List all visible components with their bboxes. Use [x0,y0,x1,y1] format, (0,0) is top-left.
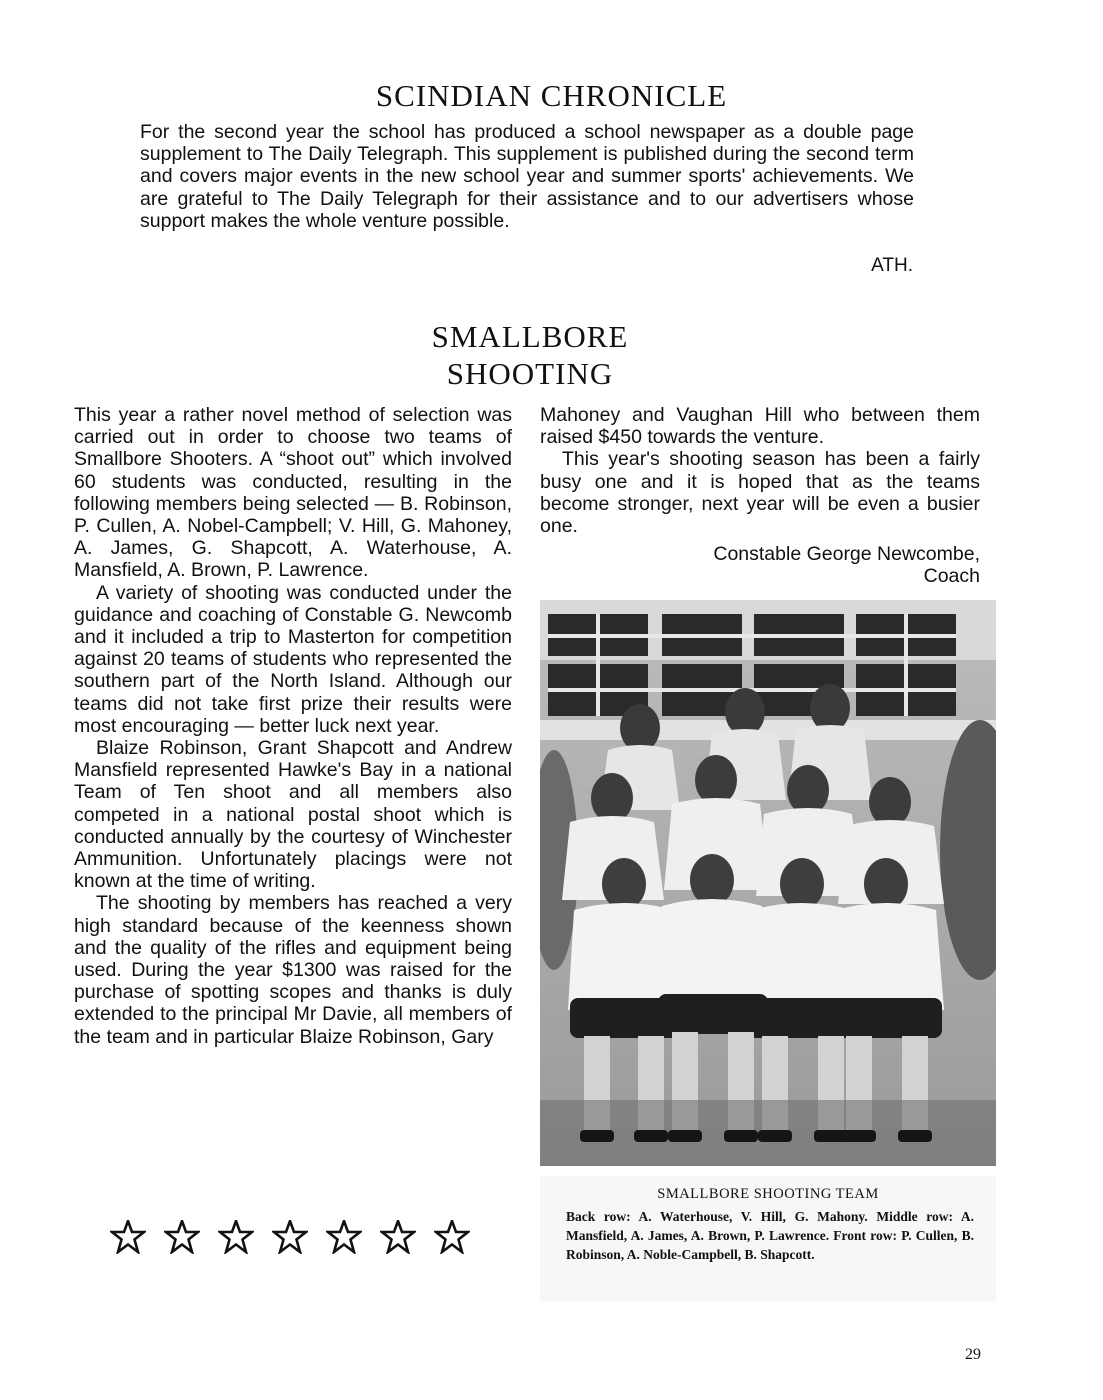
shooting-title-line2: SHOOTING [446,356,614,391]
article-right-column [540,404,980,587]
article-paragraph: This year's shooting season has been a fairly busy one and it is hoped that as the teams become stronger, next year will be even a busier one. [540,448,980,538]
article-paragraph: This year a rather novel method of selection was carried out in order to choose two teams of Smallbore Shooters. A “shoot out” which involved 60 students was conducted, resulting in the following members being selected — B. Robinson, P. Cullen, A. Nobel-Campbell; V. Hill, G. Mahoney, A. James, G. Shapcott, A. Waterhouse, A. Mansfield, A. Brown, P. Lawrence. [74,404,512,582]
caption-body: Back row: A. Waterhouse, V. Hill, G. Mahony. Middle row: A. Mansfield, A. James, A. Brown, P. Lawrence. Front row: P. Cullen, B. Robinson, A. Noble-Campbell, B. Shapcott. [566,1209,974,1262]
star-icon [326,1220,362,1254]
star-icon [434,1220,470,1254]
article-left-column [74,404,512,1048]
shooting-title [380,318,680,392]
star-icon [272,1220,308,1254]
coach-role: Coach [923,565,980,588]
star-icon [218,1220,254,1254]
article-paragraph: Mahoney and Vaughan Hill who between them raised $450 towards the venture. [540,404,980,449]
article-paragraph: The shooting by members has reached a very high standard because of the keenness shown and the quality of the rifles and equipment being used. During the year $1300 was raised for the purchase of spotting scopes and thanks is duly extended to the principal Mr Davie, all members of the team and in particular Blaize Robinson, Gary [74,892,512,1048]
caption-title: SMALLBORE SHOOTING TEAM [657,1186,879,1202]
article-paragraph: A variety of shooting was conducted under the guidance and coaching of Constable G. Newcomb and it included a trip to Masterton for competition against 20 teams of students who represented the southern part of the North Island. Although our teams did not take first prize their results were most encouraging — better luck next year. [74,581,512,737]
coach-signature [540,543,980,587]
team-photo [540,600,996,1166]
coach-name: Constable George Newcombe, [713,543,980,566]
article-paragraph: Blaize Robinson, Grant Shapcott and Andrew Mansfield represented Hawke's Bay in a national Team of Ten shoot and all members also competed in a national postal shoot which is conducted annually by the courtesy of Winchester Ammunition. Unfortunately placings were not known at the time of writing. [74,737,512,893]
star-icon [110,1220,146,1254]
chronicle-title: SCINDIAN CHRONICLE [375,78,728,113]
photo-caption [540,1176,996,1302]
page-number: 29 [965,1346,981,1363]
chronicle-body: For the second year the school has produced a school newspaper as a double page supplement to The Daily Telegraph. This supplement is published during the second term and covers major events in the new school year and summer sports' achievements. We are grateful to The Daily Telegraph for their assistance and to our advertisers whose support makes the whole venture possible. [140,121,914,232]
shooting-title-line1: SMALLBORE [431,319,629,354]
star-divider [110,1220,470,1254]
star-icon [164,1220,200,1254]
chronicle-signature: ATH. [871,255,913,276]
star-icon [380,1220,416,1254]
